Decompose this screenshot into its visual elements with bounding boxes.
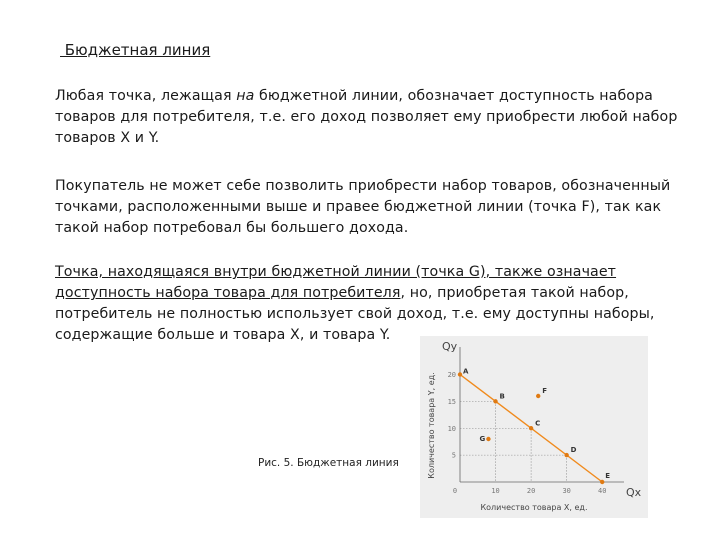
point-d	[564, 453, 568, 457]
x-tick-label: 0	[452, 487, 458, 495]
point-e	[600, 480, 604, 484]
x-axis-title: Количество товара X, ед.	[480, 503, 588, 512]
paragraph-point-g	[55, 262, 695, 346]
point-b	[493, 399, 497, 403]
paragraph-point-f: Покупатель не может себе позволить приобрести набор товаров, обозначенный точками, расположенными выше и правее бюджетной линии (точка F), так как такой набор потребовал бы большего дохода.	[55, 178, 671, 236]
p1-text-before: Любая точка, лежащая	[55, 88, 237, 104]
paragraph-on-budget-line	[55, 86, 695, 149]
budget-line-chart	[420, 336, 648, 518]
point-g	[486, 437, 490, 441]
x-axis-symbol: Qx	[626, 486, 642, 499]
p3-text-after: , но, приобретая такой набор, потребитель не полностью использует свой доход, т.е. ему доступны наборы, содержащие больше и товара X, и товара Y.	[55, 285, 655, 343]
x-tick-label: 30	[562, 487, 571, 495]
y-axis-title: Количество товара Y, ед.	[427, 372, 436, 479]
point-a	[458, 372, 462, 376]
point-label-c: C	[535, 419, 541, 428]
p3-underlined-text: Точка, находящаяся внутри бюджетной линии (точка G), также означает доступность набора товара для потребителя	[55, 264, 617, 301]
x-tick-label: 40	[598, 487, 607, 495]
p1-text-after: бюджетной линии, обозначает доступность набора товаров для потребителя, т.е. его доход позволяет ему приобрести любой набор товаров X и Y.	[55, 88, 678, 146]
chart-svg	[420, 336, 648, 518]
slide-title: Бюджетная линия	[60, 41, 211, 59]
figure-caption: Рис. 5. Бюджетная линия	[258, 457, 399, 469]
y-tick-label: 15	[447, 397, 456, 406]
point-label-e: E	[605, 472, 611, 480]
point-f	[536, 394, 540, 398]
point-c	[529, 426, 533, 430]
point-label-d: D	[570, 446, 577, 455]
x-tick-label: 20	[526, 487, 536, 495]
point-label-a: A	[463, 367, 469, 376]
y-tick-label: 5	[451, 451, 456, 460]
point-label-f: F	[542, 387, 548, 395]
x-tick-label: 10	[491, 487, 500, 495]
y-axis-symbol: Qy	[442, 340, 458, 353]
y-tick-label: 10	[447, 424, 456, 433]
y-tick-label: 20	[447, 371, 456, 379]
p1-italic-word: на	[236, 88, 255, 104]
point-label-g: G	[479, 435, 486, 443]
point-label-b: B	[499, 392, 505, 401]
